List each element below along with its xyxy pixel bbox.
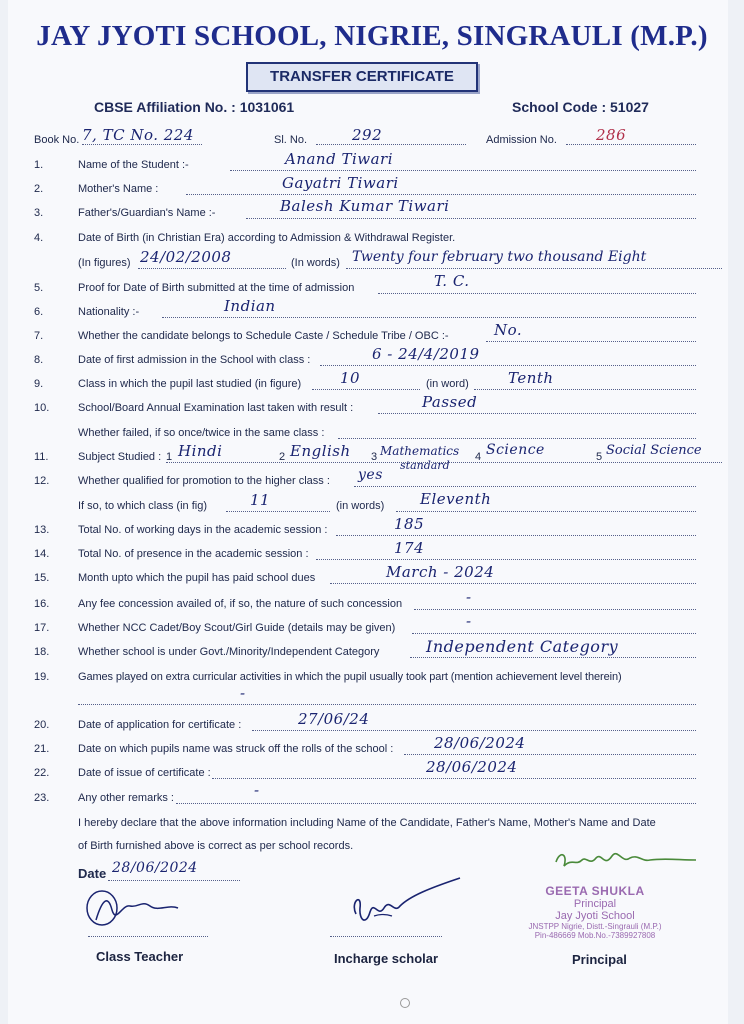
father-name-dots: [246, 218, 696, 219]
promotion-class-label: If so, to which class (in fig): [78, 500, 207, 512]
caste-category-dots: [486, 341, 696, 342]
last-class-word-label: (in word): [426, 378, 469, 390]
item-9-number: 9.: [34, 378, 44, 390]
remarks-label: Any other remarks :: [78, 792, 174, 804]
mother-name-dots: [186, 194, 696, 195]
subject-1-number: 1: [166, 451, 173, 463]
stamp-contact: Pin-486669 Mob.No.-7389927808: [534, 931, 656, 940]
item-16-number: 16.: [34, 598, 50, 610]
class-teacher-signature: [78, 880, 198, 940]
games-label: Games played on extra curricular activities in which the pupil usually took part (mention achievement level therein): [78, 671, 622, 683]
promotion-value: yes: [358, 467, 383, 483]
first-admission-label: Date of first admission in the School with class :: [78, 354, 311, 366]
issue-date-label: Date of issue of certificate :: [78, 767, 211, 779]
item-4-number: 4.: [34, 232, 44, 244]
promotion-class-words: Eleventh: [420, 490, 492, 508]
class-teacher-dots: [88, 936, 208, 937]
nationality-value: Indian: [224, 297, 276, 315]
working-days-label: Total No. of working days in the academic session :: [78, 524, 328, 536]
caste-category-label: Whether the candidate belongs to Schedule Caste / Schedule Tribe / OBC :-: [78, 330, 449, 342]
last-class-label: Class in which the pupil last studied (in figure): [78, 378, 302, 390]
presence-dots: [316, 559, 696, 560]
promotion-dots: [354, 486, 696, 487]
dob-proof-label: Proof for Date of Birth submitted at the time of admission: [78, 282, 355, 294]
first-admission-value: 6 - 24/4/2019: [372, 345, 480, 363]
nationality-dots: [162, 317, 696, 318]
item-18-number: 18.: [34, 646, 50, 658]
issue-date-value: 28/06/2024: [426, 758, 518, 776]
book-no-value: 7, TC No. 224: [82, 126, 194, 144]
promotion-class-figure: 11: [250, 491, 271, 509]
promotion-words-label: (in words): [336, 500, 385, 512]
dob-figures-label: (In figures): [78, 257, 131, 269]
declaration-line-2: of Birth furnished above is correct as per school records.: [78, 840, 354, 852]
last-class-word-value: Tenth: [508, 369, 554, 387]
father-name-value: Balesh Kumar Tiwari: [280, 197, 450, 215]
subject-3-note: standard: [400, 459, 450, 472]
dob-words-dots: [346, 268, 722, 269]
dob-label: Date of Birth (in Christian Era) according to Admission & Withdrawal Register.: [78, 232, 456, 244]
incharge-signature: [340, 874, 470, 936]
mother-name-value: Gayatri Tiwari: [282, 174, 399, 192]
admission-no-dots: [566, 144, 696, 145]
application-date-dots: [252, 730, 696, 731]
incharge-label: Incharge scholar: [334, 951, 439, 966]
school-category-label: Whether school is under Govt./Minority/Independent Category: [78, 646, 380, 658]
working-days-dots: [336, 535, 696, 536]
subjects-dots: [166, 462, 722, 463]
stamp-school: Jay Jyoti School: [555, 910, 635, 922]
dob-proof-value: T. C.: [434, 272, 470, 290]
item-5-number: 5.: [34, 282, 44, 294]
dob-words-label: (In words): [291, 257, 340, 269]
sl-no-dots: [316, 144, 466, 145]
item-6-number: 6.: [34, 306, 44, 318]
promotion-class-figure-dots: [226, 511, 330, 512]
promotion-words-dots: [396, 511, 696, 512]
dues-value: March - 2024: [386, 563, 495, 581]
item-14-number: 14.: [34, 548, 50, 560]
subject-5-number: 5: [596, 451, 603, 463]
struck-off-date-label: Date on which pupils name was struck off the rolls of the school :: [78, 743, 394, 755]
last-class-figure-value: 10: [340, 369, 361, 387]
item-13-number: 13.: [34, 524, 50, 536]
nationality-label: Nationality :-: [78, 306, 140, 318]
admission-no-label: Admission No.: [486, 134, 557, 146]
games-dots: [78, 704, 696, 705]
subject-2-number: 2: [279, 451, 286, 463]
item-23-number: 23.: [34, 792, 50, 804]
presence-value: 174: [394, 539, 425, 557]
incharge-dots: [330, 936, 442, 937]
sl-no-value: 292: [352, 126, 383, 144]
declaration-line-1: I hereby declare that the above information including Name of the Candidate, Father's Name, Mother's Name and Date: [78, 817, 656, 829]
stamp-role: Principal: [573, 898, 617, 910]
school-category-value: Independent Category: [426, 637, 619, 656]
mother-name-label: Mother's Name :: [78, 183, 159, 195]
failed-dots: [338, 438, 696, 439]
father-name-label: Father's/Guardian's Name :-: [78, 207, 216, 219]
item-1-number: 1.: [34, 159, 44, 171]
admission-no-value: 286: [596, 126, 627, 144]
presence-label: Total No. of presence in the academic session :: [78, 548, 309, 560]
affiliation-number: CBSE Affiliation No. : 1031061: [94, 99, 295, 115]
book-no-label: Book No.: [34, 134, 80, 146]
exam-result-value: Passed: [422, 393, 478, 411]
school-code: School Code : 51027: [512, 99, 649, 115]
item-22-number: 22.: [34, 767, 50, 779]
fee-concession-dots: [414, 609, 696, 610]
item-17-number: 17.: [34, 622, 50, 634]
subject-3-number: 3: [371, 451, 378, 463]
item-19-number: 19.: [34, 671, 50, 683]
fee-concession-label: Any fee concession availed of, if so, the nature of such concession: [78, 598, 403, 610]
stamp-address: JNSTPP Nigrie, Distt.-Singrauli (M.P.): [528, 922, 662, 931]
student-name-dots: [230, 170, 696, 171]
item-11-number: 11.: [34, 451, 49, 463]
item-20-number: 20.: [34, 719, 50, 731]
remarks-dots: [176, 803, 696, 804]
item-3-number: 3.: [34, 207, 44, 219]
sl-no-label: Sl. No.: [274, 134, 308, 146]
principal-signature: [546, 844, 706, 884]
dob-figures-dots: [138, 268, 286, 269]
document-title: TRANSFER CERTIFICATE: [246, 62, 478, 92]
issue-date-dots: [212, 778, 696, 779]
item-7-number: 7.: [34, 330, 44, 342]
dob-proof-dots: [378, 293, 696, 294]
dues-dots: [330, 583, 696, 584]
ncc-dots: [412, 633, 696, 634]
item-2-number: 2.: [34, 183, 44, 195]
principal-label: Principal: [572, 952, 627, 967]
item-10-number: 10.: [34, 402, 50, 414]
student-name-label: Name of the Student :-: [78, 159, 189, 171]
caste-category-value: No.: [494, 321, 523, 339]
exam-result-dots: [378, 413, 696, 414]
exam-result-label: School/Board Annual Examination last taken with result :: [78, 402, 354, 414]
games-value: -: [240, 684, 246, 702]
struck-off-date-dots: [404, 754, 696, 755]
item-8-number: 8.: [34, 354, 44, 366]
remarks-value: -: [254, 781, 260, 799]
item-15-number: 15.: [34, 572, 50, 584]
dob-figures-value: 24/02/2008: [140, 248, 232, 266]
last-class-word-dots: [474, 389, 696, 390]
subject-2-value: English: [290, 442, 351, 460]
last-class-figure-dots: [312, 389, 420, 390]
student-name-value: Anand Tiwari: [285, 150, 394, 168]
punch-hole: [400, 998, 410, 1008]
book-no-dots: [82, 144, 202, 145]
dues-label: Month upto which the pupil has paid school dues: [78, 572, 316, 584]
subject-4-value: Science: [486, 442, 545, 458]
subjects-label: Subject Studied :: [78, 451, 162, 463]
stamp-name: GEETA SHUKLA: [545, 884, 645, 898]
subject-1-value: Hindi: [178, 442, 223, 460]
application-date-value: 27/06/24: [298, 710, 370, 728]
ncc-value: -: [466, 612, 472, 630]
application-date-label: Date of application for certificate :: [78, 719, 242, 731]
subject-3-value: Mathematics: [380, 444, 460, 458]
date-value: 28/06/2024: [112, 860, 198, 876]
item-21-number: 21.: [34, 743, 50, 755]
school-name: JAY JYOTI SCHOOL, NIGRIE, SINGRAULI (M.P.): [36, 20, 708, 52]
dob-words-value: Twenty four february two thousand Eight: [352, 249, 647, 265]
failed-label: Whether failed, if so once/twice in the same class :: [78, 427, 325, 439]
subject-4-number: 4: [475, 451, 482, 463]
date-label: Date: [78, 866, 107, 881]
promotion-label: Whether qualified for promotion to the higher class :: [78, 475, 330, 487]
subject-5-value: Social Science: [606, 443, 702, 458]
principal-stamp: [520, 884, 670, 940]
fee-concession-value: -: [466, 588, 472, 606]
ncc-label: Whether NCC Cadet/Boy Scout/Girl Guide (details may be given): [78, 622, 396, 634]
working-days-value: 185: [394, 515, 425, 533]
item-12-number: 12.: [34, 475, 50, 487]
struck-off-date-value: 28/06/2024: [434, 734, 526, 752]
school-category-dots: [410, 657, 696, 658]
first-admission-dots: [320, 365, 696, 366]
class-teacher-label: Class Teacher: [96, 949, 184, 964]
